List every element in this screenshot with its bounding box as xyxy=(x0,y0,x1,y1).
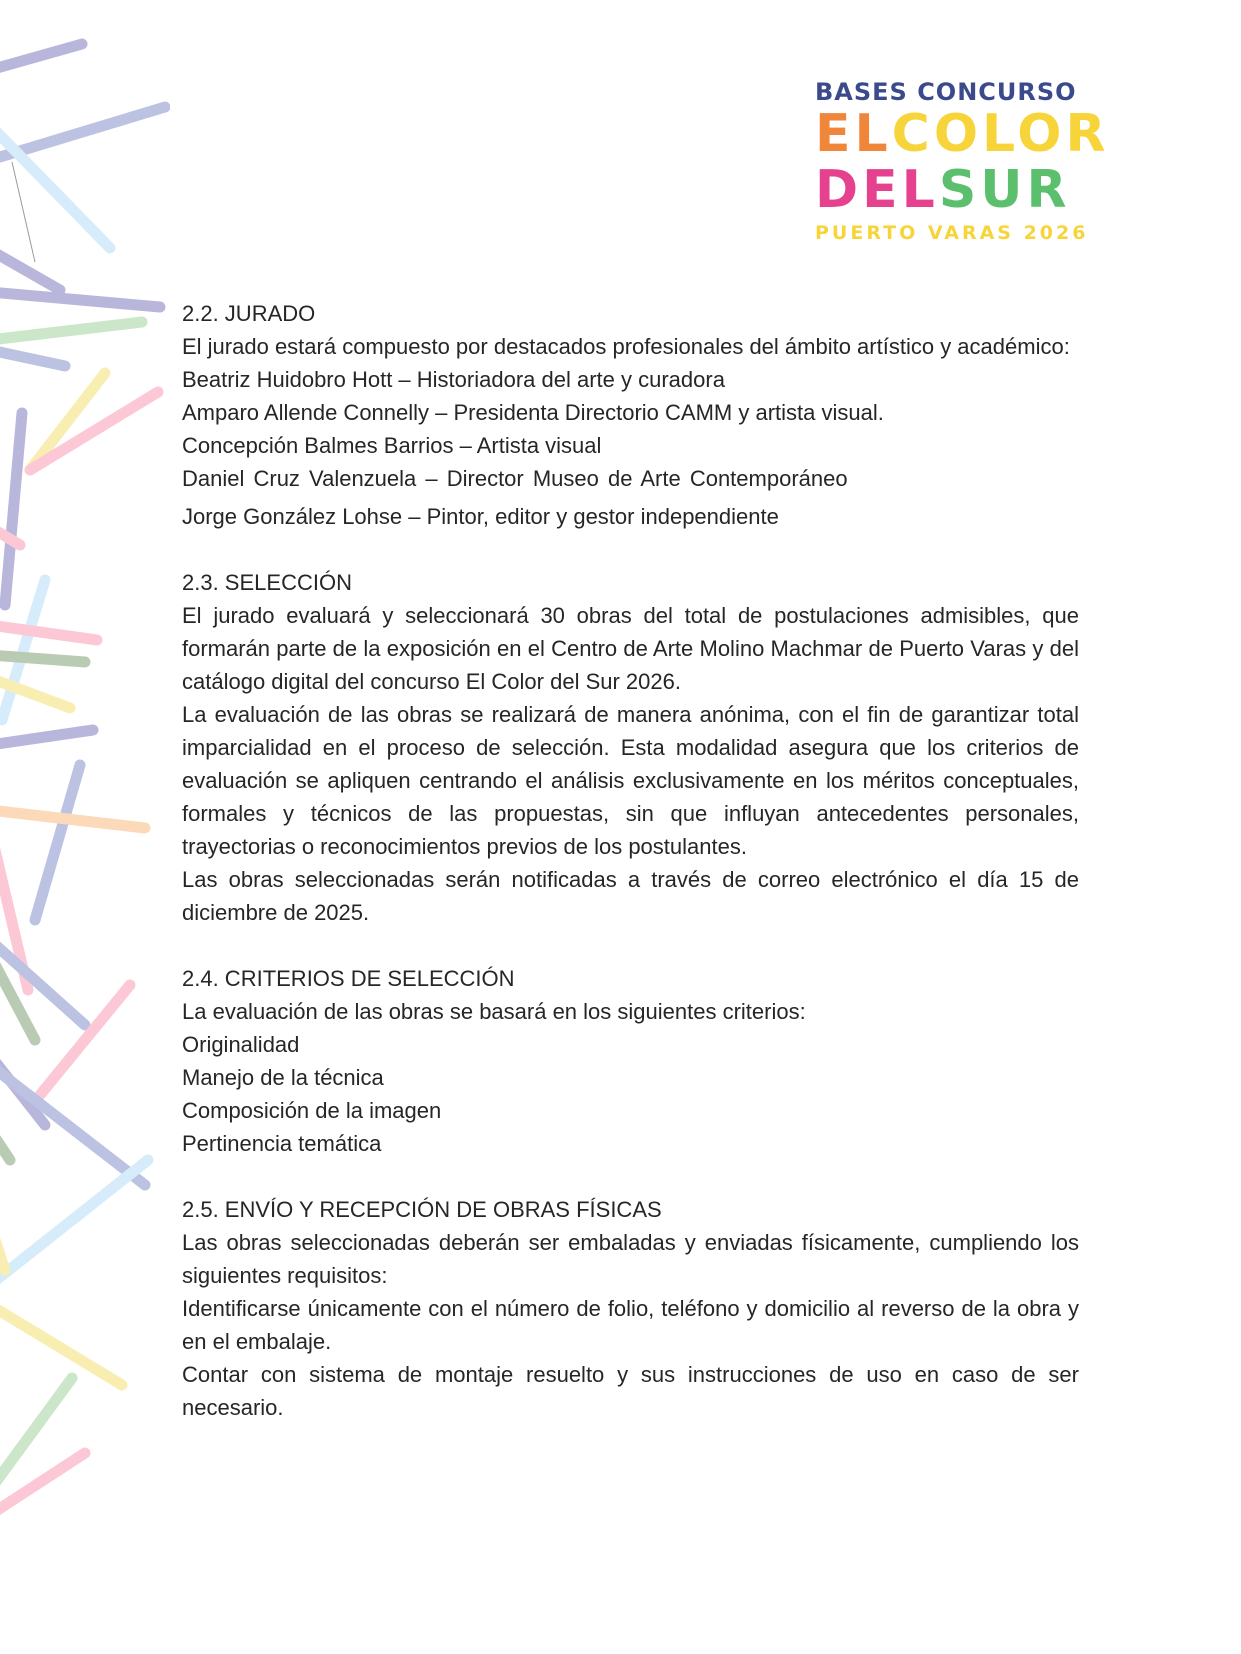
criteria-item: Composición de la imagen xyxy=(182,1098,442,1123)
criteria-item: Originalidad xyxy=(182,1032,300,1057)
section-heading: 2.2. JURADO xyxy=(182,301,316,326)
section-criterios xyxy=(182,962,1079,1160)
logo-sur: SUR xyxy=(938,160,1071,220)
section-envio xyxy=(182,1193,1079,1424)
paragraph: Las obras seleccionadas deberán ser embaladas y enviadas físicamente, cumpliendo los siguientes requisitos: xyxy=(182,1230,1079,1288)
logo-del-sur xyxy=(815,162,1095,218)
logo-color: COLOR xyxy=(891,104,1110,164)
contest-logo xyxy=(815,78,1110,244)
section-intro: La evaluación de las obras se basará en los siguientes criterios: xyxy=(182,999,806,1024)
jury-member: Concepción Balmes Barrios – Artista visual xyxy=(182,433,602,458)
jury-member: Beatriz Huidobro Hott – Historiadora del arte y curadora xyxy=(182,367,725,392)
section-heading: 2.3. SELECCIÓN xyxy=(182,570,352,595)
document-body xyxy=(182,297,1079,1457)
decorative-sticks-background xyxy=(0,0,170,1654)
paragraph: El jurado evaluará y seleccionará 30 obras del total de postulaciones admisibles, que formarán parte de la exposición en el Centro de Arte Molino Machmar de Puerto Varas y del catálogo digital del concurso El Color del Sur 2026. xyxy=(182,603,1079,694)
jury-member: Jorge González Lohse – Pintor, editor y gestor independiente xyxy=(182,504,779,529)
paragraph: Identificarse únicamente con el número de folio, teléfono y domicilio al reverso de la obra y en el embalaje. xyxy=(182,1296,1079,1354)
logo-puerto-varas: PUERTO VARAS 2026 xyxy=(815,222,1089,244)
paragraph: Las obras seleccionadas serán notificadas a través de correo electrónico el día 15 de diciembre de 2025. xyxy=(182,867,1079,925)
section-heading: 2.5. ENVÍO Y RECEPCIÓN DE OBRAS FÍSICAS xyxy=(182,1197,662,1222)
criteria-item: Manejo de la técnica xyxy=(182,1065,384,1090)
logo-bases-concurso: BASES CONCURSO xyxy=(815,78,1077,106)
jury-member: Amparo Allende Connelly – Presidenta Directorio CAMM y artista visual. xyxy=(182,400,884,425)
section-jurado xyxy=(182,297,1079,533)
jury-member: Daniel Cruz Valenzuela – Director Museo de Arte Contemporáneo xyxy=(182,466,848,491)
section-seleccion xyxy=(182,566,1079,929)
logo-del: DEL xyxy=(815,160,939,220)
paragraph: Contar con sistema de montaje resuelto y sus instrucciones de uso en caso de ser necesario. xyxy=(182,1362,1079,1420)
criteria-item: Pertinencia temática xyxy=(182,1131,382,1156)
logo-el: EL xyxy=(815,104,892,164)
paragraph: La evaluación de las obras se realizará de manera anónima, con el fin de garantizar total imparcialidad en el proceso de selección. Esta modalidad asegura que los criterios de evaluación se apliquen centrando el análisis exclusivamente en los méritos conceptuales, formales y técnicos de las propuestas, sin que influyan antecedentes personales, trayectorias o reconocimientos previos de los postulantes. xyxy=(182,702,1079,859)
section-intro: El jurado estará compuesto por destacados profesionales del ámbito artístico y académico: xyxy=(182,334,1070,359)
section-heading: 2.4. CRITERIOS DE SELECCIÓN xyxy=(182,966,515,991)
logo-el-color xyxy=(815,104,1110,164)
